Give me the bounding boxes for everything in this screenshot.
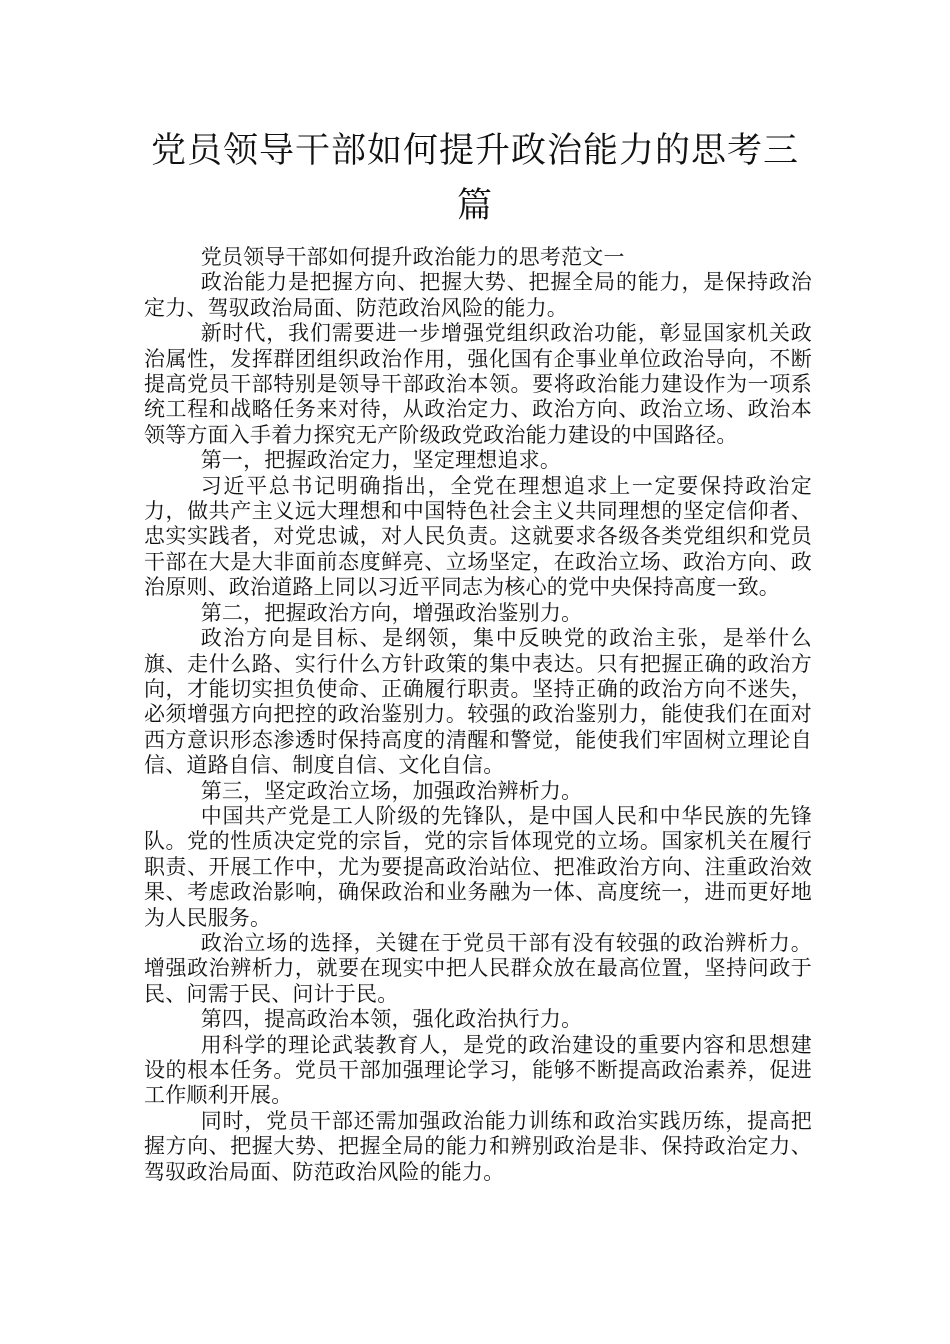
paragraph: 习近平总书记明确指出，全党在理想追求上一定要保持政治定力，做共产主义远大理想和中国特色社会主义共同理想的坚定信仰者、忠实实践者，对党忠诚，对人民负责。这就要求各级各类党组织和党员干部在大是大非面前态度鲜亮、立场坚定，在政治立场、政治方向、政治原则、政治道路上同以习近平同志为核心的党中央保持高度一致。 [144, 473, 812, 600]
document-body [144, 245, 812, 1185]
paragraph: 政治立场的选择，关键在于党员干部有没有较强的政治辨析力。增强政治辨析力，就要在现实中把人民群众放在最高位置，坚持问政于民、问需于民、问计于民。 [144, 930, 812, 1006]
paragraph: 新时代，我们需要进一步增强党组织政治功能，彰显国家机关政治属性，发挥群团组织政治作用，强化国有企事业单位政治导向，不断提高党员干部特别是领导干部政治本领。要将政治能力建设作为一项系统工程和战略任务来对待，从政治定力、政治方向、政治立场、政治本领等方面入手着力探究无产阶级政党政治能力建设的中国路径。 [144, 321, 812, 447]
paragraph: 用科学的理论武装教育人，是党的政治建设的重要内容和思想建设的根本任务。党员干部加强理论学习，能够不断提高政治素养，促进工作顺利开展。 [144, 1032, 812, 1108]
paragraph: 政治方向是目标、是纲领，集中反映党的政治主张，是举什么旗、走什么路、实行什么方针政策的集中表达。只有把握正确的政治方向，才能切实担负使命、正确履行职责。坚持正确的政治方向不迷失，必须增强方向把控的政治鉴别力。较强的政治鉴别力，能使我们在面对西方意识形态渗透时保持高度的清醒和警觉，能使我们牢固树立理论自信、道路自信、制度自信、文化自信。 [144, 626, 812, 778]
section-heading-2: 第二，把握政治方向，增强政治鉴别力。 [200, 600, 583, 625]
paragraph-heading-fanwen: 党员领导干部如何提升政治能力的思考范文一 [200, 245, 625, 269]
section-heading-1: 第一，把握政治定力，坚定理想追求。 [200, 448, 562, 473]
section-heading-3: 第三，坚定政治立场，加强政治辨析力。 [200, 778, 583, 803]
document-title: 党员领导干部如何提升政治能力的思考三篇 [150, 131, 799, 226]
paragraph: 同时，党员干部还需加强政治能力训练和政治实践历练，提高把握方向、把握大势、把握全局的能力和辨别政治是非、保持政治定力、驾驭政治局面、防范政治风险的能力。 [144, 1108, 812, 1184]
paragraph: 政治能力是把握方向、把握大势、把握全局的能力，是保持政治定力、驾驭政治局面、防范政治风险的能力。 [144, 270, 812, 320]
section-heading-4: 第四，提高政治本领，强化政治执行力。 [200, 1007, 583, 1032]
paragraph: 中国共产党是工人阶级的先锋队，是中国人民和中华民族的先锋队。党的性质决定党的宗旨，党的宗旨体现党的立场。国家机关在履行职责、开展工作中，尤为要提高政治站位、把准政治方向、注重政治效果、考虑政治影响，确保政治和业务融为一体、高度统一，进而更好地为人民服务。 [144, 803, 812, 930]
